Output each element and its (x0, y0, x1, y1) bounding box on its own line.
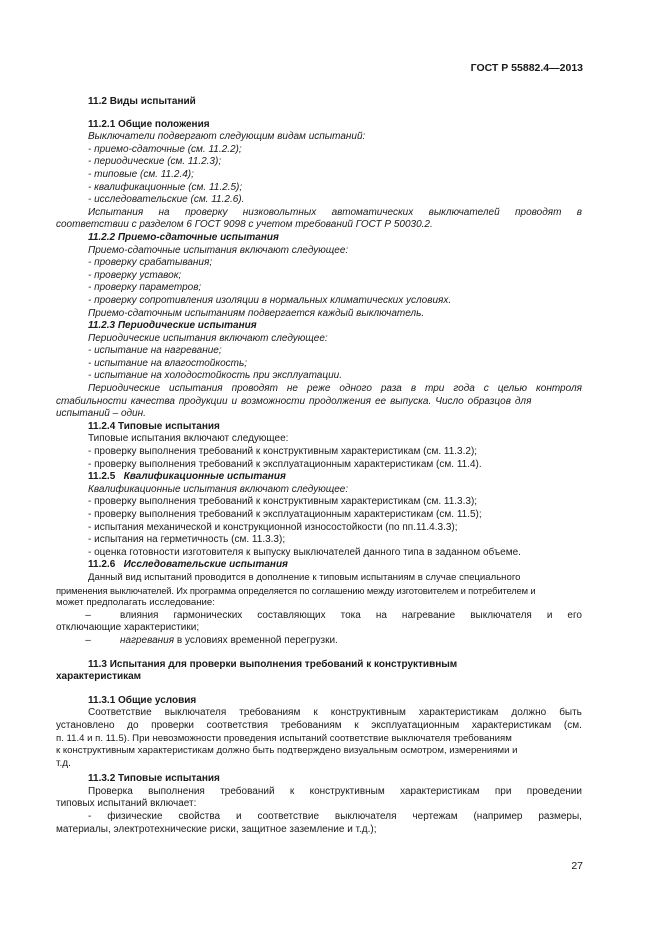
section-title: Исследовательские испытания (123, 559, 288, 571)
text-fragment: реже (306, 383, 331, 395)
text-fragment: раза (380, 383, 402, 395)
text-fragment: автоматических (331, 206, 414, 218)
list-item: - проверку параметров; (88, 282, 202, 294)
text-fragment: контроля (536, 383, 582, 395)
paragraph-line: т.д. (56, 757, 71, 769)
text-fragment: его (567, 609, 582, 621)
section-title: Квалификационные испытания (123, 471, 286, 483)
text-fragment: проведении (526, 785, 582, 797)
paragraph-line (56, 720, 582, 733)
text-fragment: Проверка (88, 785, 133, 797)
list-item: - проверку выполнения требований к конструктивным характеристикам (см. 11.3.3); (88, 496, 478, 508)
paragraph-line (88, 207, 582, 220)
text-fragment: требований (220, 785, 275, 797)
list-item: - проверку выполнения требований к эксплуатационным характеристикам (см. 11.5); (88, 509, 482, 520)
text-fragment: (например (473, 811, 523, 823)
list-item: - испытание на нагревание; (88, 345, 222, 357)
paragraph-line: типовых испытаний включает: (56, 798, 197, 810)
list-item: - проверку выполнения требований к конструктивным характеристикам (см. 11.3.2); (88, 446, 478, 458)
text-fragment: должно (511, 707, 547, 719)
section-number: 11.2.6 (88, 559, 116, 571)
text-fragment: проверку (184, 206, 228, 218)
text-fragment: гармонических (173, 609, 243, 621)
list-item: - периодические (см. 11.2.3); (88, 156, 222, 168)
page-number: 27 (571, 860, 583, 872)
paragraph: Квалификационные испытания включают следующее: (88, 483, 349, 495)
text-fragment: соответствия (206, 719, 268, 731)
text-fragment: быть (559, 707, 582, 719)
dash-marker: – (85, 609, 91, 621)
section-heading-11-2-5 (88, 471, 582, 484)
section-heading-11-2: 11.2 Виды испытаний (88, 96, 196, 107)
paragraph-line: п. 11.4 и п. 11.5). При невозможности проведения испытаний соответствие выключателя требованиям (56, 732, 512, 744)
text-fragment: в (576, 206, 582, 218)
section-heading-11-2-4: 11.2.4 Типовые испытания (88, 420, 220, 432)
paragraph-line: может предполагать исследование: (56, 597, 215, 609)
paragraph: Приемо-сдаточные испытания включают следующее: (88, 244, 349, 256)
list-item: - исследовательские (см. 11.2.6). (88, 194, 245, 206)
text-fragment: на (158, 206, 170, 218)
text-fragment: года (453, 383, 475, 395)
text-fragment: низковольтных (242, 206, 317, 218)
paragraph: Выключатели подвергают следующим видам испытаний: (88, 131, 366, 143)
text-fragment: выключателя (334, 811, 397, 823)
paragraph-line (88, 811, 582, 824)
text-fragment: Соответствие (88, 707, 152, 719)
text-fragment: физические (107, 811, 163, 823)
text-fragment: к (354, 719, 359, 731)
paragraph-line: к конструктивным характеристикам должно быть подтверждено визуальным осмотром, измерениями и (56, 745, 518, 757)
text-fragment: влияния (120, 609, 159, 621)
text-fragment: нагревание (401, 609, 456, 621)
text-fragment: (см. (563, 719, 582, 731)
paragraph-line: Данный вид испытаний проводится в дополнение к типовым испытаниям в случае специального (88, 571, 521, 583)
list-item: - квалификационные (см. 11.2.5); (88, 181, 243, 193)
paragraph-line (88, 383, 582, 396)
text-fragment: тока (340, 609, 361, 621)
list-item: - приемо-сдаточные (см. 11.2.2); (88, 143, 242, 155)
section-heading-11-2-1: 11.2.1 Общие положения (88, 118, 210, 130)
text-fragment: Испытания (88, 206, 144, 218)
text-fragment: требованиям (280, 719, 342, 731)
text-fragment: свойства (178, 811, 221, 823)
text-fragment: в (410, 383, 417, 395)
text-fragment: соответствие (257, 811, 320, 823)
paragraph-line: испытаний – один. (56, 408, 146, 420)
text-fragment: конструктивным (330, 707, 406, 719)
section-heading-11-3: 11.3 Испытания для проверки выполнения требований к конструктивным (88, 658, 458, 670)
paragraph-line: отключающие характеристики; (56, 622, 200, 634)
section-heading-11-2-6 (88, 559, 582, 572)
text-fragment: составляющих (257, 609, 326, 621)
paragraph-line: стабильности качества продукции и возможности продолжения ее выпуска. Число образцов для (56, 395, 532, 407)
text-fragment: чертежам (412, 811, 458, 823)
paragraph-line: материалы, электротехнические риски, защитное заземление и т.д.); (56, 823, 377, 835)
paragraph-line: применения выключателей. Их программа определяется по соглашению между изготовителем и потребителем и (56, 584, 536, 596)
dash-marker: – (85, 634, 91, 646)
list-item: - испытания механической и конструкционной износостойкости (по пп.11.4.3.3); (88, 521, 458, 533)
dash-list-item (56, 610, 582, 623)
list-item: - проверку срабатывания; (88, 257, 213, 269)
list-item: - типовые (см. 11.2.4); (88, 168, 194, 180)
italic-term: нагревания (120, 634, 175, 646)
text-fragment: проводят (515, 206, 562, 218)
paragraph-line (88, 707, 582, 720)
list-item: - проверку уставок; (88, 269, 182, 281)
text-fragment: эксплуатационным (371, 719, 460, 731)
list-item: - испытание на холодостойкость при эксплуатации. (88, 370, 342, 382)
text-fragment (120, 610, 582, 623)
text-fragment: одного (339, 383, 372, 395)
paragraph: Периодические испытания включают следующее: (88, 332, 328, 344)
text-fragment: с (483, 383, 489, 395)
text-fragment: и (236, 811, 242, 823)
document-body (56, 96, 582, 836)
text-fragment: до (127, 719, 139, 731)
dash-list-item (56, 635, 582, 648)
text-fragment: три (425, 383, 445, 395)
text-fragment: не (286, 383, 298, 395)
text-fragment: к (313, 707, 318, 719)
text-fragment: установлено (56, 719, 115, 731)
section-heading-11-3-2: 11.3.2 Типовые испытания (88, 773, 220, 785)
text-fragment: выключателя (164, 707, 227, 719)
text-fragment: к (289, 785, 295, 797)
text-fragment: - (88, 811, 92, 823)
text-fragment (120, 635, 338, 648)
text-fragment: на (375, 609, 387, 621)
text-fragment: испытания (169, 383, 223, 395)
text-fragment: размеры, (538, 811, 582, 823)
paragraph: Приемо-сдаточным испытаниям подвергается каждый выключатель. (88, 307, 425, 319)
text-fragment: проводят (231, 383, 278, 395)
text-fragment: Периодические (88, 383, 161, 395)
list-item: - оценка готовности изготовителя к выпуску выключателей данного типа в заданном объеме. (88, 546, 521, 558)
list-item: - испытания на герметичность (см. 11.3.3); (88, 534, 286, 546)
text-fragment: выполнения (148, 785, 205, 797)
list-item: - испытание на влагостойкость; (88, 357, 248, 369)
paragraph-line (88, 786, 582, 799)
text-fragment: в условиях временной перегрузки. (174, 634, 338, 646)
text-fragment: и (546, 609, 553, 621)
text-fragment: проверки (151, 719, 194, 731)
text-fragment: требованиям (239, 707, 301, 719)
section-heading-11-3-cont: характеристикам (56, 671, 142, 683)
list-item: - проверку выполнения требований к эксплуатационным характеристикам (см. 11.4). (88, 458, 482, 470)
section-heading-11-2-2: 11.2.2 Приемо-сдаточные испытания (88, 231, 279, 243)
standard-header: ГОСТ Р 55882.4—2013 (470, 62, 583, 74)
text-fragment: выключателя (470, 609, 532, 621)
list-item: - проверку сопротивления изоляции в нормальных климатических условиях. (88, 294, 452, 306)
section-heading-11-2-3: 11.2.3 Периодические испытания (88, 320, 257, 332)
section-heading-11-3-1: 11.3.1 Общие условия (88, 694, 197, 706)
text-fragment: характеристикам (471, 719, 552, 731)
text-fragment: целью (497, 383, 528, 395)
text-fragment: характеристикам (400, 785, 480, 797)
paragraph: Типовые испытания включают следующее: (88, 433, 289, 445)
text-fragment: при (494, 785, 512, 797)
text-fragment: выключателей (428, 206, 500, 218)
text-fragment: характеристикам (418, 707, 499, 719)
paragraph-line: соответствии с разделом 6 ГОСТ 9098 с учетом требований ГОСТ Р 50030.2. (56, 219, 433, 231)
section-number: 11.2.5 (88, 471, 116, 483)
text-fragment: конструктивным (309, 785, 385, 797)
